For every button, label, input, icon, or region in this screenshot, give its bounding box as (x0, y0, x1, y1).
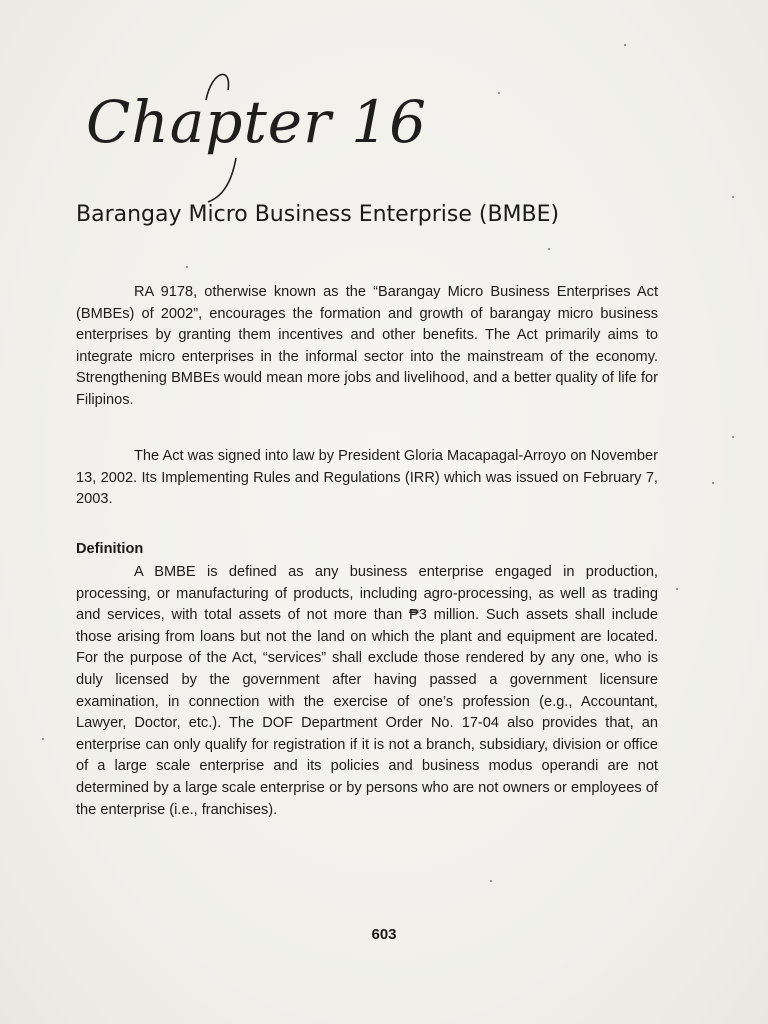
paragraph-signing: The Act was signed into law by President Gloria Macapagal-Arroyo on November 13, 2002. Its Implementing Rules and Regulations (IRR) which was issued on February 7, 2003. (76, 448, 658, 508)
scan-speck (732, 196, 734, 198)
section-title: Barangay Micro Business Enterprise (BMBE) (76, 202, 560, 227)
paragraph-intro: RA 9178, otherwise known as the “Barangay Micro Business Enterprises Act (BMBEs) of 2002”, encourages the formation and growth of barangay micro business enterprises by granting them incentives and other benefits. The Act primarily aims to integrate micro enterprises in the informal sector into the mainstream of the economy. Strengthening BMBEs would mean more jobs and livelihood, and a better quality of life for Filipinos. (76, 284, 658, 408)
page-number: 603 (371, 926, 397, 943)
scan-speck (498, 92, 500, 94)
scan-speck (42, 738, 44, 740)
chapter-heading (86, 88, 427, 156)
scan-speck (490, 880, 492, 882)
chapter-heading-text: Chapter 16 (86, 88, 428, 156)
scan-speck (186, 266, 188, 268)
scan-speck (732, 436, 734, 438)
scan-speck (624, 44, 626, 46)
definition-heading: Definition (76, 541, 144, 557)
scan-speck (712, 482, 714, 484)
scan-speck (548, 248, 550, 250)
scan-speck (676, 588, 678, 590)
paragraph-definition: A BMBE is defined as any business enterprise engaged in production, processing, or manufacturing of products, including agro-processing, as well as trading and services, with total assets of not more than ₱3 million. Such assets shall include those arising from loans but not the land on which the plant and equipment are located. For the purpose of the Act, “services” shall exclude those rendered by any one, who is duly licensed by the government after having passed a government licensure examination, in connection with the exercise of one’s profession (e.g., Accountant, Lawyer, Doctor, etc.). The DOF Department Order No. 17-04 also provides that, an enterprise can only qualify for registration if it is not a branch, subsidiary, division or office of a large scale enterprise and its policies and business modus operandi are not determined by a large scale enterprise or by persons who are not owners or employees of the enterprise (i.e., franchises). (76, 564, 658, 818)
